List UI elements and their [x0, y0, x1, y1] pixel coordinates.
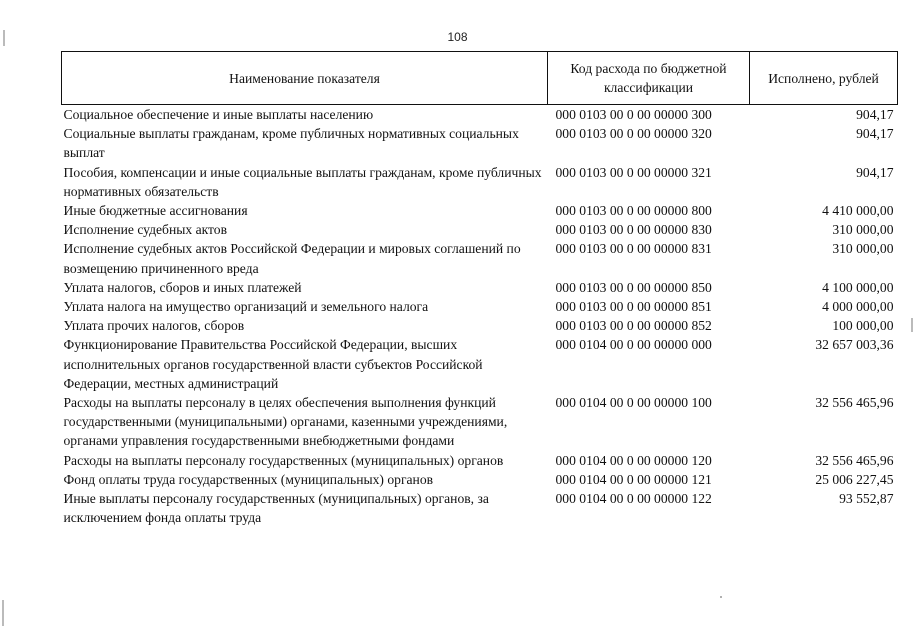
table-row [62, 220, 898, 239]
row-name: Исполнение судебных актов Российской Федерации и мировых соглашений по возмещению причиненного вреда [63, 241, 521, 276]
scan-speck [720, 596, 722, 598]
table-row [62, 105, 898, 125]
scan-artifact-left-top [3, 30, 5, 46]
header-amount: Исполнено, рублей [750, 52, 898, 105]
table-row [62, 489, 898, 527]
row-name: Уплата налога на имущество организаций и земельного налога [63, 299, 429, 315]
row-code: 000 0103 00 0 00 00000 830 [555, 222, 712, 238]
row-amount: 32 556 465,96 [815, 395, 894, 411]
scan-artifact-right [911, 318, 913, 332]
row-code: 000 0104 00 0 00 00000 000 [555, 337, 712, 353]
row-code: 000 0103 00 0 00 00000 300 [555, 107, 712, 122]
row-code: 000 0104 00 0 00 00000 100 [555, 395, 712, 411]
row-name: Расходы на выплаты персоналу в целях обеспечения выполнения функций государственными (муниципальными) органами, казенными учреждениями, органами управления государственными внебюджетными фондами [63, 395, 508, 449]
row-name: Иные выплаты персоналу государственных (муниципальных) органов, за исключением фонда оплаты труда [63, 491, 489, 526]
row-name: Социальное обеспечение и иные выплаты населению [63, 107, 374, 122]
row-name: Фонд оплаты труда государственных (муниципальных) органов [63, 471, 434, 487]
row-amount: 4 100 000,00 [822, 279, 894, 295]
row-code: 000 0103 00 0 00 00000 850 [555, 279, 712, 295]
row-code: 000 0104 00 0 00 00000 120 [555, 452, 712, 468]
row-amount: 93 552,87 [839, 491, 894, 507]
table-row [62, 297, 898, 316]
table-row [62, 451, 898, 470]
page-number: 108 [447, 30, 468, 44]
row-code: 000 0104 00 0 00 00000 122 [555, 491, 712, 507]
scan-artifact-left-bottom [2, 600, 4, 626]
table-row [62, 201, 898, 220]
row-name: Функционирование Правительства Российской Федерации, высших исполнительных органов государственной власти субъектов Российской Федерации, местных администраций [63, 337, 483, 391]
table-row [62, 316, 898, 335]
row-name: Уплата налогов, сборов и иных платежей [63, 279, 302, 295]
row-amount: 4 410 000,00 [822, 203, 894, 219]
header-code: Код расхода по бюджетной классификации [548, 52, 750, 105]
row-name: Иные бюджетные ассигнования [63, 203, 248, 219]
row-name: Расходы на выплаты персоналу государственных (муниципальных) органов [63, 452, 504, 468]
table-row [62, 335, 898, 393]
row-name: Социальные выплаты гражданам, кроме публичных нормативных социальных выплат [63, 126, 519, 161]
table-row [62, 278, 898, 297]
row-code: 000 0103 00 0 00 00000 320 [555, 126, 712, 142]
row-amount: 904,17 [856, 126, 894, 142]
row-amount: 4 000 000,00 [822, 299, 894, 315]
row-code: 000 0103 00 0 00 00000 851 [555, 299, 712, 315]
table-row [62, 470, 898, 489]
row-code: 000 0104 00 0 00 00000 121 [555, 471, 712, 487]
row-amount: 32 657 003,36 [815, 337, 894, 353]
row-code: 000 0103 00 0 00 00000 831 [555, 241, 712, 257]
row-name: Пособия, компенсации и иные социальные выплаты гражданам, кроме публичных нормативных обязательств [63, 164, 542, 199]
row-code: 000 0103 00 0 00 00000 800 [555, 203, 712, 219]
row-name: Исполнение судебных актов [63, 222, 228, 238]
row-amount: 904,17 [856, 107, 894, 122]
expenditure-table [61, 51, 898, 527]
table-row [62, 239, 898, 277]
header-name: Наименование показателя [62, 52, 548, 105]
row-amount: 100 000,00 [832, 318, 894, 334]
table-header-row [62, 52, 898, 105]
row-code: 000 0103 00 0 00 00000 321 [555, 164, 712, 180]
table-row [62, 393, 898, 451]
row-amount: 310 000,00 [832, 241, 894, 257]
table-row [62, 163, 898, 201]
table-row [62, 124, 898, 162]
row-amount: 904,17 [856, 164, 894, 180]
row-amount: 310 000,00 [832, 222, 894, 238]
row-code: 000 0103 00 0 00 00000 852 [555, 318, 712, 334]
row-name: Уплата прочих налогов, сборов [63, 318, 245, 334]
row-amount: 32 556 465,96 [815, 452, 894, 468]
row-amount: 25 006 227,45 [815, 471, 894, 487]
